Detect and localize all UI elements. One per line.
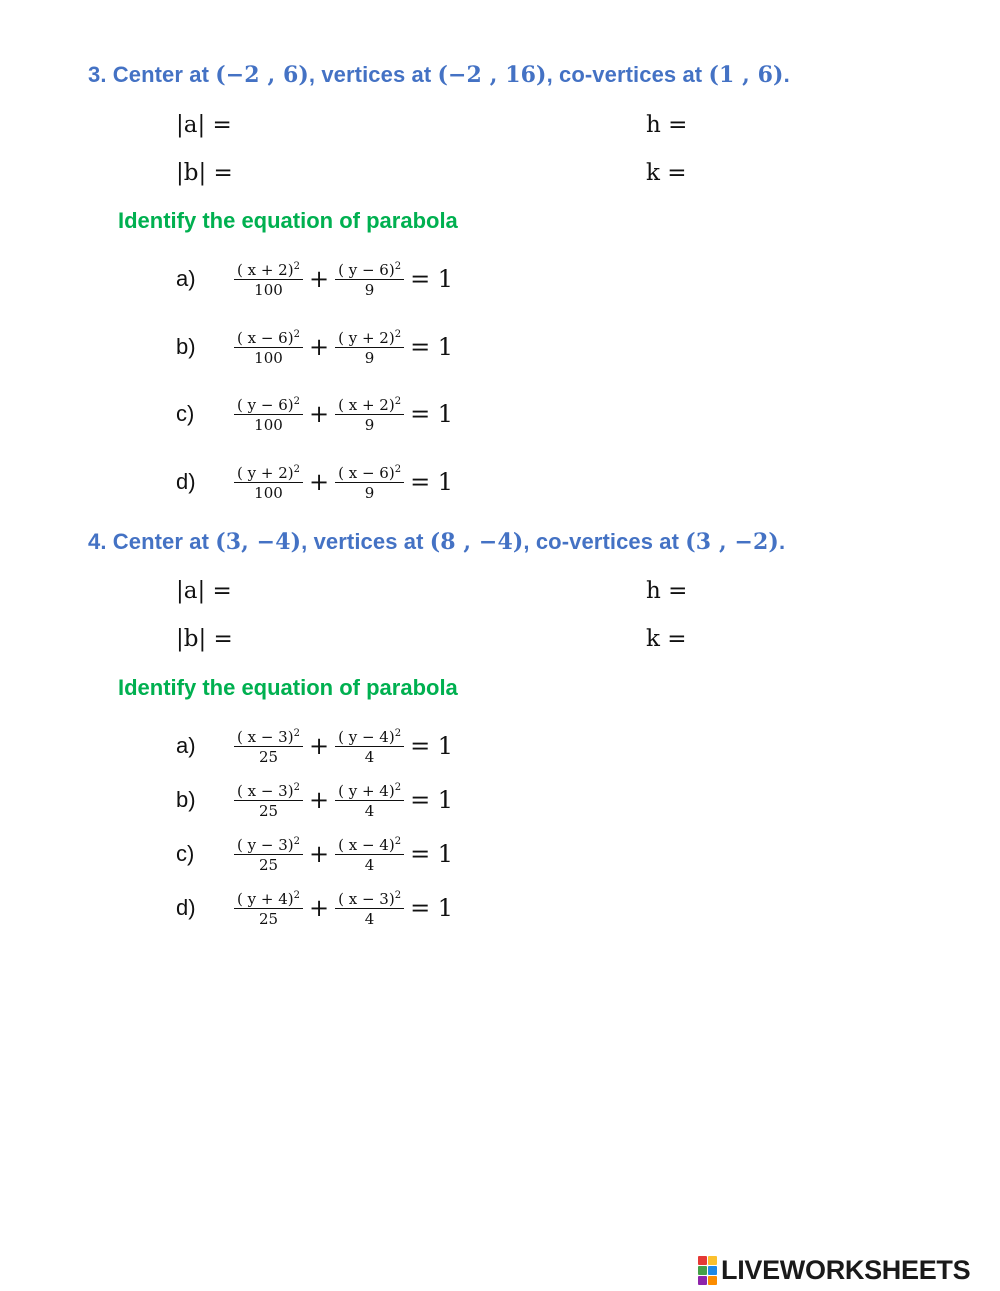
denominator-1: 100	[254, 484, 283, 503]
plus-sign: +	[308, 332, 330, 361]
fraction-2	[335, 833, 404, 874]
q3-option-b[interactable]	[176, 326, 457, 367]
plus-sign: +	[308, 839, 330, 868]
q4-option-a[interactable]	[176, 725, 457, 766]
plus-sign: +	[308, 399, 330, 428]
denominator-1: 25	[258, 802, 279, 821]
numerator-2: ( y − 6)	[338, 261, 395, 279]
equals-one: = 1	[410, 332, 454, 361]
q3-option-a[interactable]	[176, 258, 457, 299]
plus-sign: +	[308, 731, 330, 760]
plus-sign: +	[308, 893, 330, 922]
equals-one: = 1	[410, 264, 454, 293]
q4-option-b[interactable]	[176, 779, 457, 820]
fraction-2	[335, 725, 404, 766]
fraction-1	[234, 833, 303, 874]
q4-option-c[interactable]	[176, 833, 457, 874]
denominator-1: 25	[258, 910, 279, 929]
numerator-2: ( x − 3)	[338, 890, 395, 908]
denominator-2: 4	[364, 802, 375, 821]
plus-sign: +	[308, 785, 330, 814]
exponent: 2	[293, 836, 300, 847]
fraction-1	[234, 461, 303, 502]
equals-one: = 1	[410, 893, 454, 922]
exponent: 2	[293, 464, 300, 475]
fraction-1	[234, 779, 303, 820]
exponent: 2	[394, 782, 402, 793]
exponent: 2	[394, 464, 402, 475]
option-label: d)	[176, 468, 196, 494]
equals-one: = 1	[410, 839, 454, 868]
exponent: 2	[293, 728, 300, 739]
denominator-2: 9	[364, 416, 375, 435]
exponent: 2	[394, 890, 402, 901]
q4-h-field: h =	[646, 578, 688, 604]
fraction-2	[335, 887, 404, 928]
denominator-1: 25	[258, 856, 279, 875]
option-label: b)	[176, 333, 196, 359]
denominator-1: 100	[254, 416, 283, 435]
denominator-1: 100	[254, 349, 283, 368]
numerator-2: ( y − 4)	[338, 728, 395, 746]
logo-text: LIVEWORKSHEETS	[721, 1255, 971, 1285]
numerator-1: ( x − 6)	[237, 329, 294, 347]
fraction-1	[234, 258, 303, 299]
denominator-1: 100	[254, 281, 283, 300]
numerator-1: ( x − 3)	[237, 782, 294, 800]
exponent: 2	[293, 782, 300, 793]
numerator-1: ( x − 3)	[237, 728, 294, 746]
exponent: 2	[394, 396, 402, 407]
option-label: a)	[176, 265, 196, 291]
plus-sign: +	[308, 264, 330, 293]
numerator-1: ( y − 6)	[237, 396, 294, 414]
numerator-2: ( y + 2)	[338, 329, 395, 347]
exponent: 2	[394, 261, 402, 272]
q4-a-field: |a| =	[176, 578, 232, 604]
fraction-2	[335, 393, 404, 434]
q4-option-d[interactable]	[176, 887, 457, 928]
equals-one: = 1	[410, 731, 454, 760]
q3-b-field: |b| =	[176, 160, 233, 186]
exponent: 2	[293, 329, 300, 340]
liveworksheets-logo	[698, 1255, 970, 1286]
question-3-title: 3. Center at (−2 , 6), vertices at (−2 , 16), co-vertices at (1 , 6).	[88, 62, 790, 88]
exponent: 2	[394, 836, 402, 847]
equals-one: = 1	[410, 785, 454, 814]
logo-squares-icon	[698, 1256, 717, 1285]
fraction-1	[234, 887, 303, 928]
plus-sign: +	[308, 467, 330, 496]
exponent: 2	[394, 329, 402, 340]
denominator-2: 9	[364, 281, 375, 300]
q3-option-d[interactable]	[176, 461, 457, 502]
denominator-2: 4	[364, 748, 375, 767]
denominator-2: 4	[364, 910, 375, 929]
denominator-2: 4	[364, 856, 375, 875]
q3-option-c[interactable]	[176, 393, 457, 434]
denominator-2: 9	[364, 484, 375, 503]
fraction-1	[234, 326, 303, 367]
denominator-1: 25	[258, 748, 279, 767]
q3-a-field: |a| =	[176, 112, 232, 138]
numerator-2: ( x − 6)	[338, 464, 395, 482]
numerator-1: ( y − 3)	[237, 836, 294, 854]
q3-k-field: k =	[646, 160, 687, 186]
fraction-2	[335, 326, 404, 367]
q4-identify-heading: Identify the equation of parabola	[118, 675, 458, 700]
numerator-2: ( x − 4)	[338, 836, 395, 854]
fraction-2	[335, 258, 404, 299]
exponent: 2	[293, 261, 300, 272]
numerator-1: ( y + 2)	[237, 464, 294, 482]
fraction-2	[335, 461, 404, 502]
fraction-2	[335, 779, 404, 820]
exponent: 2	[293, 396, 300, 407]
question-4-title: 4. Center at (3, −4), vertices at (8 , −4), co-vertices at (3 , −2).	[88, 529, 786, 555]
numerator-1: ( y + 4)	[237, 890, 294, 908]
q4-k-field: k =	[646, 626, 687, 652]
option-label: c)	[176, 400, 195, 426]
option-label: d)	[176, 894, 196, 920]
q3-h-field: h =	[646, 112, 688, 138]
q4-b-field: |b| =	[176, 626, 233, 652]
numerator-2: ( y + 4)	[338, 782, 395, 800]
numerator-1: ( x + 2)	[237, 261, 294, 279]
option-label: a)	[176, 732, 196, 758]
fraction-1	[234, 725, 303, 766]
numerator-2: ( x + 2)	[338, 396, 395, 414]
denominator-2: 9	[364, 349, 375, 368]
exponent: 2	[394, 728, 402, 739]
fraction-1	[234, 393, 303, 434]
q3-identify-heading: Identify the equation of parabola	[118, 208, 458, 233]
option-label: b)	[176, 786, 196, 812]
exponent: 2	[293, 890, 300, 901]
equals-one: = 1	[410, 399, 454, 428]
equals-one: = 1	[410, 467, 454, 496]
option-label: c)	[176, 840, 195, 866]
